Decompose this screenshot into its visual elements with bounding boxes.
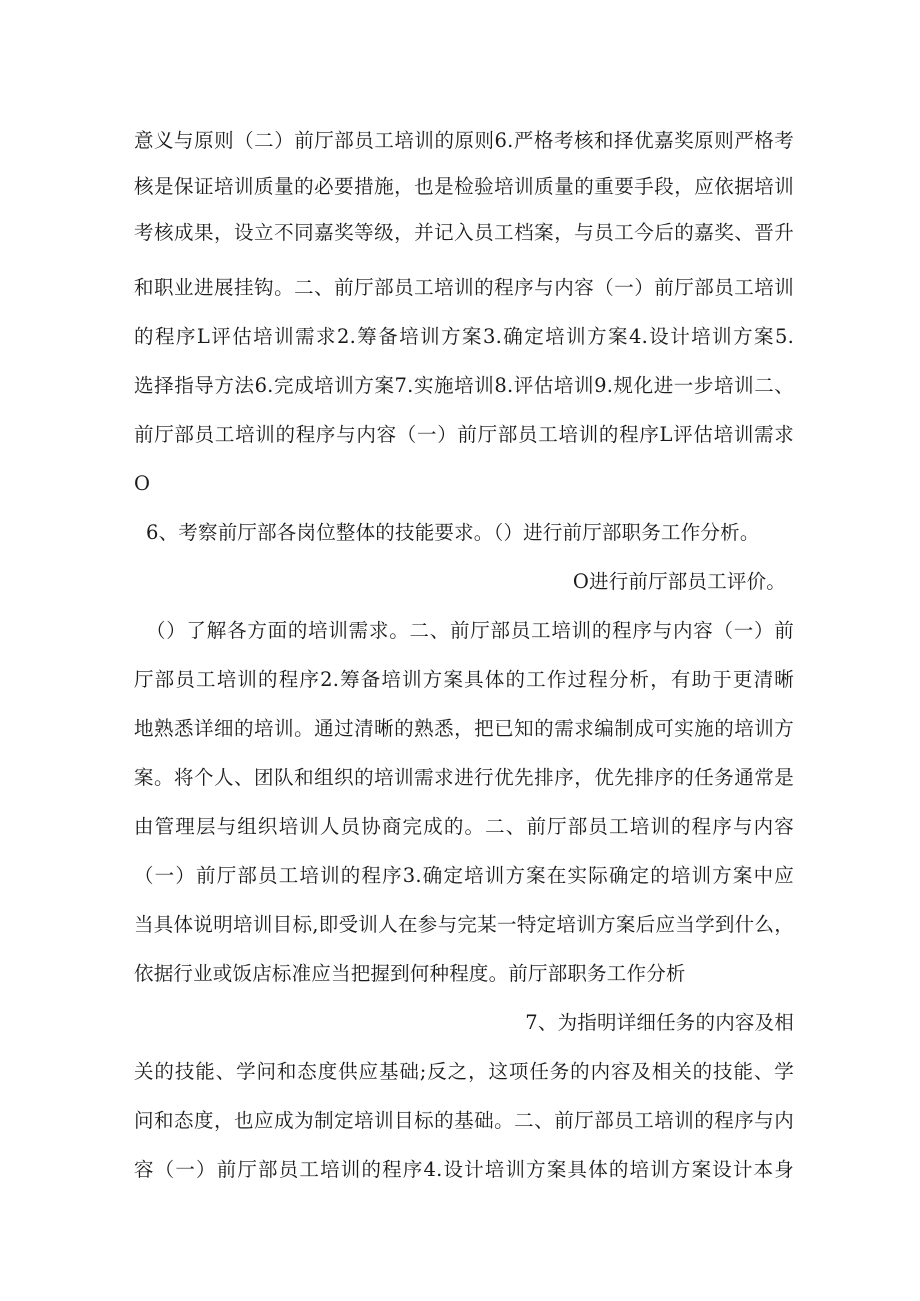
text-line: 容（一）前厅部员工培训的程序4.设计培训方案具体的培训方案设计本身 [134, 1158, 794, 1181]
text-line: 由管理层与组织培训人员协商完成的。二、前厅部员工培训的程序与内容 [134, 815, 794, 838]
text-line: 厅部员工培训的程序2.筹备培训方案具体的工作过程分析，有助于更清晰 [134, 668, 794, 691]
text-line: 关的技能、学问和态度供应基础;反之，这项任务的内容及相关的技能、学 [134, 1060, 794, 1083]
text-line: （）了解各方面的培训需求。二、前厅部员工培训的程序与内容（一）前 [146, 619, 794, 642]
text-line: 6、考察前厅部各岗位整体的技能要求。（）进行前厅部职务工作分析。 [146, 521, 760, 544]
text-line: 依据行业或饭店标准应当把握到何种程度。前厅部职务工作分析 [134, 962, 686, 985]
text-line: 和职业进展挂钩。二、前厅部员工培训的程序与内容（一）前厅部员工培训 [134, 276, 794, 299]
text-line: 意义与原则（二）前厅部员工培训的原则6.严格考核和择优嘉奖原则严格考 [134, 129, 794, 152]
text-line: O [134, 472, 151, 495]
text-line: （一）前厅部员工培训的程序3.确定培训方案在实际确定的培训方案中应 [134, 864, 794, 887]
text-line: 问和态度，也应成为制定培训目标的基础。二、前厅部员工培训的程序与内 [134, 1109, 794, 1132]
text-line: 地熟悉详细的培训。通过清晰的熟悉，把已知的需求编制成可实施的培训方 [134, 717, 794, 740]
text-line: 前厅部员工培训的程序与内容（一）前厅部员工培训的程序L评估培训需求 [134, 423, 794, 446]
text-line: 选择指导方法6.完成培训方案7.实施培训8.评估培训9.规化进一步培训二、 [134, 374, 794, 397]
text-line: O进行前厅部员工评价。 [572, 570, 786, 593]
text-line: 考核成果，设立不同嘉奖等级，并记入员工档案，与员工今后的嘉奖、晋升 [134, 221, 794, 244]
text-line: 7、为指明详细任务的内容及相 [525, 1011, 794, 1034]
text-line: 的程序L评估培训需求2.筹备培训方案3.确定培训方案4.设计培训方案5. [134, 325, 794, 348]
text-line: 核是保证培训质量的必要措施，也是检验培训质量的重要手段，应依据培训 [134, 175, 794, 198]
text-line: 当具体说明培训目标,即受训人在参与完某一特定培训方案后应当学到什么， [134, 913, 794, 936]
text-line: 案。将个人、团队和组织的培训需求进行优先排序，优先排序的任务通常是 [134, 766, 794, 789]
